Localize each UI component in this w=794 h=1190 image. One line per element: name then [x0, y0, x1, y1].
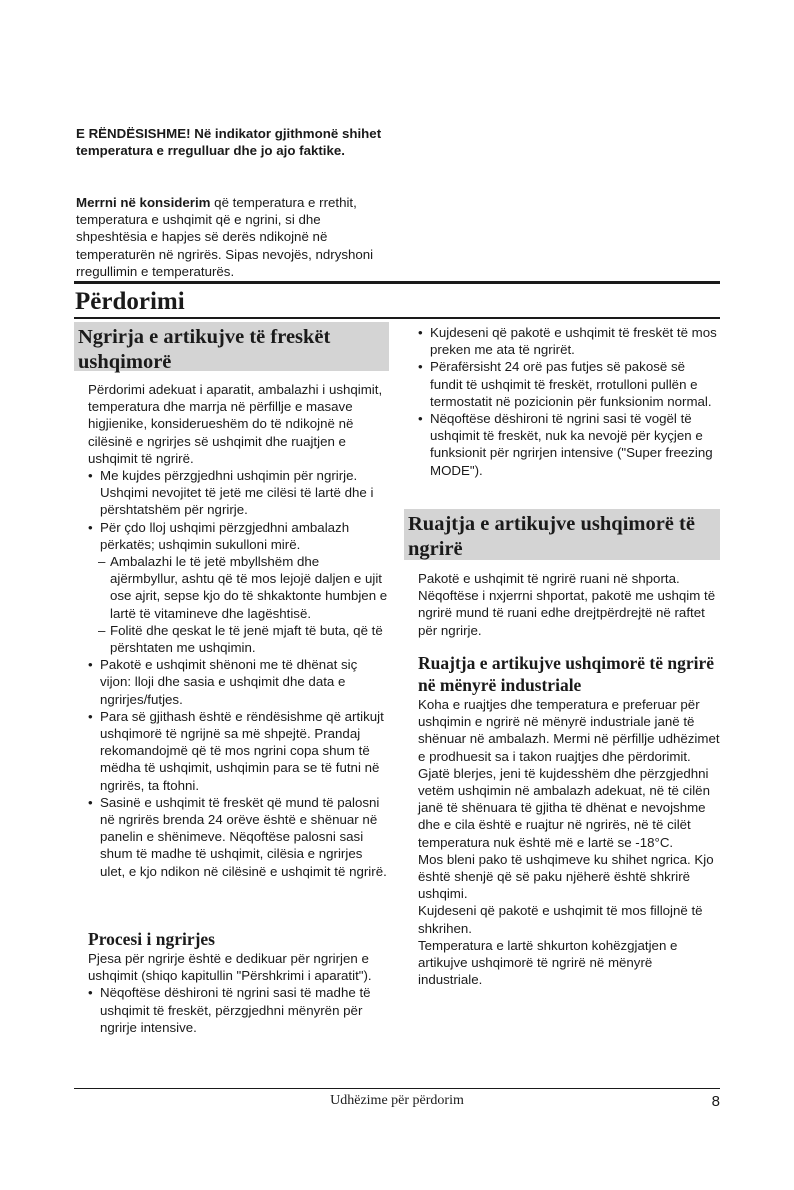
section-frozen-storage-header [404, 509, 720, 560]
industrial-paragraph: Kujdeseni që pakotë e ushqimit të mos fillojnë të shkrihen. [418, 903, 703, 936]
fresh-freezing-list-continued [418, 324, 720, 479]
fresh-freezing-list [88, 467, 390, 880]
fresh-freezing-intro: Përdorimi adekuat i aparatit, ambalazhi i ushqimit, temperatura dhe marrja në përfillje e masave higjienike, konsiderueshëm do të ndikojnë në cilësinë e ngrirjes së ushqimit dhe ruajtjen e ushqimit të ngrirë. [88, 382, 383, 466]
sub-list-item: – Ambalazhi le të jetë mbyllshëm dhe ajërmbyllur, ashtu që të mos lejojë daljen e ujit ose ajrit, sepse kjo do të shkaktonte humbjen e lartë të vitamineve dhe lagështisë. [88, 553, 390, 622]
list-item: • Nëqoftëse dëshironi të ngrini sasi të madhe të ushqimit të freskët, përzgjedhni mënyrën për ngrirje intensive. [88, 984, 390, 1036]
section-fresh-freezing-header [74, 322, 389, 371]
list-item: • Pakotë e ushqimit shënoni me të dhënat siç vijon: lloji dhe sasia e ushqimit dhe data e ngrirjes/futjes. [88, 656, 390, 708]
packaging-sublist [88, 553, 390, 656]
section-frozen-storage-title: Ruajtja e artikujve ushqimorë të ngrirë [408, 513, 695, 560]
process-title: Procesi i ngrirjes [88, 929, 215, 949]
title-rule-top [74, 281, 720, 284]
industrial-paragraph: Mos bleni pako të ushqimeve ku shihet ngrica. Kjo është shenjë që së paku njëherë është shkrirë ushqimi. [418, 851, 714, 902]
consider-note-bold: Merrni në konsiderim [76, 195, 211, 210]
section-fresh-freezing-title: Ngrirja e artikujve të freskët ushqimorë [78, 326, 331, 373]
list-item: • Sasinë e ushqimit të freskët që mund të palosni në ngrirës brenda 24 orëve është e shënuar në panelin e shënimeve. Nëqoftëse palosni sasi shum të madhe të ushqimit, cilësia e ngrirjes ulet, e kjo ndikon në cilësinë e ushqimit të ngrirë. [88, 794, 390, 880]
page-number: 8 [711, 1093, 720, 1110]
process-list [88, 984, 390, 1036]
fresh-freezing-continued [418, 324, 720, 479]
process-text: Pjesa për ngrirje është e dedikuar për ngrirjen e ushqimit (shiqo kapitullin "Përshkrimi i aparatit"). [88, 951, 372, 984]
industrial-storage-body [418, 696, 720, 988]
fresh-freezing-body [88, 381, 390, 880]
consider-note-text: që temperatura e rrethit, temperatura e ushqimit që e ngrini, si dhe shpeshtësia e hapjes së derës ndikojnë në temperaturën në ngrirës. Sipas nevojës, ndryshoni rregullimin e temperaturës. [76, 195, 374, 279]
sub-list-item: – Folitë dhe qeskat le të jenë mjaft të buta, që të përshtaten me ushqimin. [88, 622, 390, 656]
list-item-text: Për çdo lloj ushqimi përzgjedhni ambalazh përkatës; ushqimin sukulloni mirë. [100, 519, 350, 552]
list-item: • Nëqoftëse dëshironi të ngrini sasi të vogël të ushqimit të freskët, nuk ka nevojë për kyçjen e funksionit për ngrirjen intensive ("Super freezing MODE"). [418, 410, 720, 479]
industrial-paragraph: Koha e ruajtjes dhe temperatura e preferuar për ushqimin e ngrirë në mënyrë industriale janë të shënuar në ambalazh. Mermi në përfillje udhëzimet e prodhuesit sa i takon ruajtjes dhe përdorimit. [418, 697, 720, 764]
industrial-storage-title: Ruajtja e artikujve ushqimorë të ngrirë në mënyrë industriale [418, 653, 714, 695]
list-item: • Me kujdes përzgjedhni ushqimin për ngrirje. Ushqimi nevojitet të jetë me cilësi të lartë dhe i përshtatshëm për ngrirje. [88, 467, 390, 519]
list-item [88, 519, 390, 657]
title-rule [74, 317, 720, 319]
page-title: Përdorimi [75, 288, 185, 315]
frozen-storage-text: Pakotë e ushqimit të ngrirë ruani në shporta. Nëqoftëse i nxjerrni shportat, pakotë me ushqim të ngrirë mund të ruani edhe drejtpërdrejtë në raftet për ngrirje. [418, 571, 716, 638]
industrial-paragraph: Temperatura e lartë shkurton kohëzgjatjen e artikujve ushqimorë të ngrirë në mënyrë industriale. [418, 937, 678, 988]
list-item: • Kujdeseni që pakotë e ushqimit të freskët të mos preken me ata të ngrirët. [418, 324, 720, 358]
list-item: • Para së gjithash është e rëndësishme që artikujt ushqimorë të ngrijnë sa më shpejtë. Prandaj rekomandojmë që të mos ngrini copa shum të mëdha të ushqimit, ushqimin para se të futni në ngrirës, ta ftohni. [88, 708, 390, 794]
industrial-paragraph: Gjatë blerjes, jeni të kujdesshëm dhe përzgjedhni vetëm ushqimin në ambalazh adekuat, në të cilën janë të shënuara të gjitha të dhënat e nevojshme dhe e cila është e ruajtur në ngrirës, në të cilët temperatura nuk është më e lartë se -18°C. [418, 765, 710, 850]
process-body [88, 950, 390, 1036]
footer-title: Udhëzime për përdorim [330, 1093, 464, 1108]
consider-note [76, 194, 388, 280]
important-note: E RËNDËSISHME! Në indikator gjithmonë shihet temperatura e rregulluar dhe jo ajo faktike. [76, 126, 382, 159]
footer-rule [74, 1088, 720, 1089]
list-item: • Përafërsisht 24 orë pas futjes së pakosë së fundit të ushqimit të freskët, rrotulloni pullën e termostatit në pozicionin për funksionim normal. [418, 358, 720, 410]
